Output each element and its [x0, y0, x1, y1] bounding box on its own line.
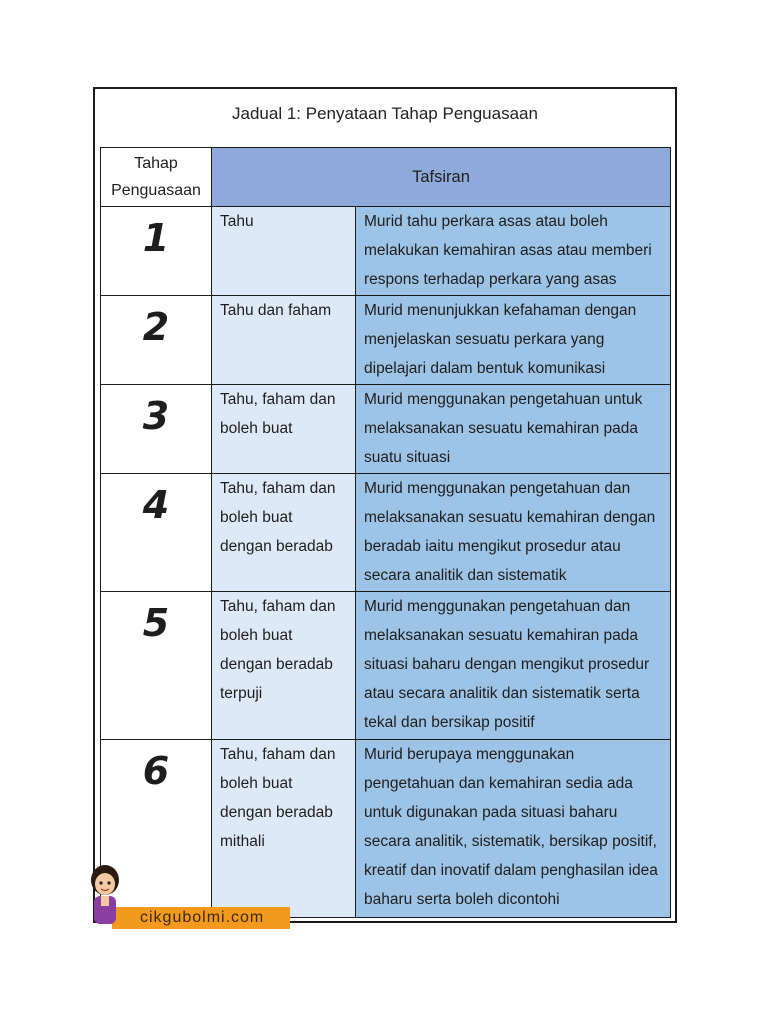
level-description: Murid tahu perkara asas atau boleh melakukan kemahiran asas atau memberi respons terhadap perkara yang asas: [356, 207, 671, 296]
level-description: Murid menggunakan pengetahuan dan melaksanakan sesuatu kemahiran dengan beradab iaitu mengikut prosedur atau secara analitik dan sistematik: [356, 474, 671, 592]
level-number: 6: [101, 740, 212, 918]
header-tafsiran: Tafsiran: [212, 148, 671, 207]
table-frame: [93, 87, 677, 923]
level-number: 4: [101, 474, 212, 592]
level-label: Tahu dan faham: [212, 296, 356, 385]
level-label: Tahu, faham dan boleh buat dengan beradab terpuji: [212, 592, 356, 740]
level-number: 5: [101, 592, 212, 740]
mastery-table: [100, 147, 671, 918]
table-row: [101, 474, 671, 592]
table-row: [101, 385, 671, 474]
level-description: Murid menggunakan pengetahuan untuk melaksanakan sesuatu kemahiran pada suatu situasi: [356, 385, 671, 474]
level-description: Murid menggunakan pengetahuan dan melaksanakan sesuatu kemahiran pada situasi baharu dengan mengikut prosedur atau secara analitik dan sistematik serta tekal dan bersikap positif: [356, 592, 671, 740]
level-description: Murid menunjukkan kefahaman dengan menjelaskan sesuatu perkara yang dipelajari dalam bentuk komunikasi: [356, 296, 671, 385]
table-row: [101, 207, 671, 296]
level-description: Murid berupaya menggunakan pengetahuan dan kemahiran sedia ada untuk digunakan pada situasi baharu secara analitik, sistematik, bersikap positif, kreatif dan inovatif dalam penghasilan idea baharu serta boleh dicontohi: [356, 740, 671, 918]
header-level: Tahap Penguasaan: [101, 148, 212, 207]
level-label: Tahu, faham dan boleh buat dengan beradab: [212, 474, 356, 592]
level-label: Tahu, faham dan boleh buat: [212, 385, 356, 474]
table-title: Jadual 1: Penyataan Tahap Penguasaan: [232, 104, 538, 123]
level-number: 1: [101, 207, 212, 296]
level-label: Tahu: [212, 207, 356, 296]
level-number: 3: [101, 385, 212, 474]
mascot-icon: [88, 860, 122, 926]
watermark-text: cikgubolmi.com: [140, 909, 265, 926]
level-label: Tahu, faham dan boleh buat dengan beradab mithali: [212, 740, 356, 918]
watermark-bar: [112, 907, 290, 929]
table-row: [101, 592, 671, 740]
level-number: 2: [101, 296, 212, 385]
table-header-row: [101, 148, 671, 207]
table-row: [101, 296, 671, 385]
table-row: [101, 740, 671, 918]
